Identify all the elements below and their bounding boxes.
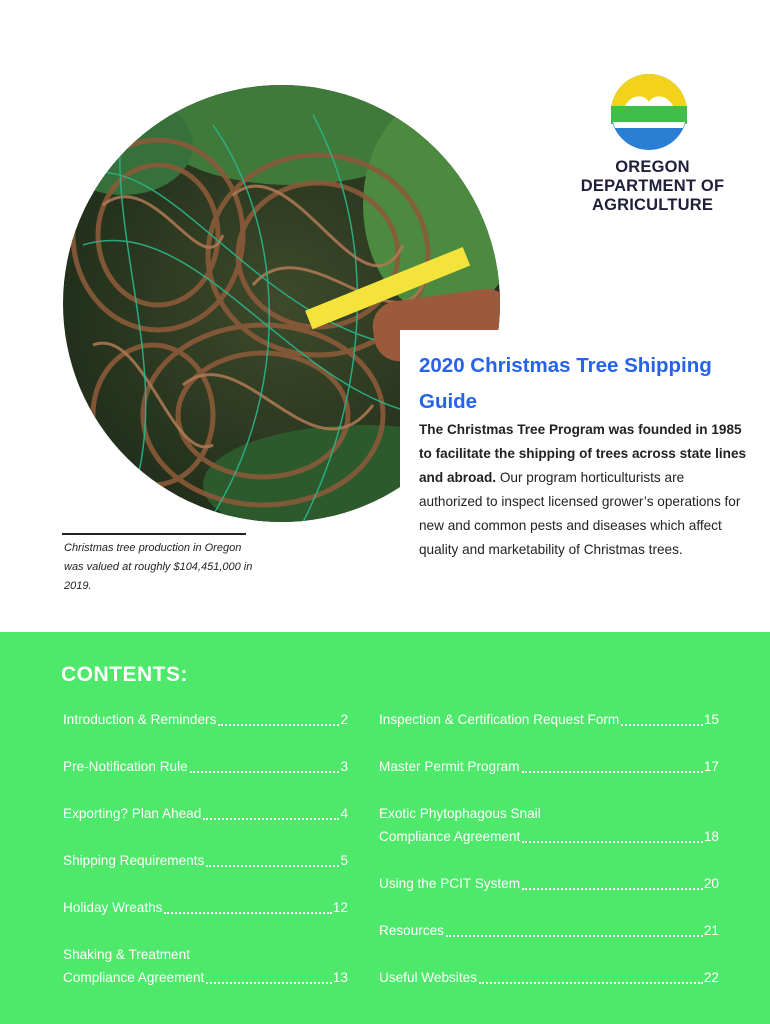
toc-entry-label: Compliance Agreement [63, 970, 205, 985]
toc-entry[interactable] [63, 896, 348, 919]
toc-page-number: 20 [703, 876, 719, 891]
caption-rule [62, 533, 246, 535]
toc-leader-dots [446, 935, 703, 937]
toc-leader-dots [522, 888, 703, 890]
toc-entry[interactable] [63, 802, 348, 825]
toc-leader-dots [621, 724, 703, 726]
toc-entry[interactable] [63, 943, 348, 989]
toc-left-column [63, 708, 348, 1013]
toc-entry-label: Compliance Agreement [379, 829, 521, 844]
toc-page-number: 21 [703, 923, 719, 938]
photo-caption: Christmas tree production in Oregon was valued at roughly $104,451,000 in 2019. [64, 542, 253, 592]
toc-page-number: 5 [340, 853, 348, 868]
toc-entry-label: Resources [379, 923, 444, 938]
logo-line-2: DEPARTMENT OF [580, 177, 725, 195]
toc-leader-dots [206, 865, 339, 867]
toc-entry-link[interactable] [63, 849, 348, 872]
logo-line-1: OREGON [615, 158, 690, 176]
toc-entry-link[interactable] [379, 919, 719, 942]
oda-logo [575, 72, 730, 215]
toc-page-number: 18 [703, 829, 719, 844]
toc-entry-link[interactable] [63, 896, 348, 919]
contents-panel [0, 632, 770, 1024]
toc-entry[interactable] [379, 872, 719, 895]
toc-leader-dots [522, 841, 703, 843]
toc-leader-dots [206, 982, 332, 984]
toc-entry-label-line1: Shaking & Treatment [63, 947, 190, 962]
toc-right-column [379, 708, 719, 1013]
toc-entry[interactable] [63, 755, 348, 778]
toc-page-number: 3 [340, 759, 348, 774]
toc-entry-link[interactable] [379, 708, 719, 731]
intro-normal: Our program horticulturists are authorized to inspect licensed grower’s operations for new and common pests and diseases which affect quality and marketability of Christmas trees. [419, 470, 741, 557]
toc-leader-dots [522, 771, 703, 773]
toc-entry[interactable] [379, 708, 719, 731]
toc-entry-link[interactable] [63, 966, 348, 989]
toc-entry-link[interactable] [63, 708, 348, 731]
toc-entry-link[interactable] [379, 872, 719, 895]
toc-entry[interactable] [63, 708, 348, 731]
oregon-agriculture-logo-icon [609, 72, 689, 152]
toc-entry[interactable] [379, 802, 719, 848]
toc-leader-dots [190, 771, 340, 773]
toc-leader-dots [479, 982, 703, 984]
contents-heading: CONTENTS: [61, 663, 188, 686]
toc-page-number: 13 [332, 970, 348, 985]
intro-paragraph [419, 418, 749, 562]
toc-entry-link[interactable] [379, 825, 719, 848]
toc-entry-label: Introduction & Reminders [63, 712, 217, 727]
toc-entry-link[interactable] [63, 755, 348, 778]
toc-entry-label: Shipping Requirements [63, 853, 205, 868]
toc-page-number: 15 [703, 712, 719, 727]
toc-page-number: 2 [340, 712, 348, 727]
toc-leader-dots [203, 818, 339, 820]
logo-line-3: AGRICULTURE [591, 196, 714, 214]
intro-bold: The Christmas Tree Program was founded in 1985 to facilitate the shipping of trees across state lines and abroad. [419, 422, 747, 485]
toc-page-number: 12 [332, 900, 348, 915]
toc-entry-label: Master Permit Program [379, 759, 520, 774]
toc-page-number: 4 [340, 806, 348, 821]
toc-entry-link[interactable] [379, 755, 719, 778]
toc-entry-link[interactable] [379, 966, 719, 989]
toc-entry-link[interactable] [63, 802, 348, 825]
toc-entry-label: Holiday Wreaths [63, 900, 163, 915]
toc-page-number: 22 [703, 970, 719, 985]
toc-entry-label: Pre-Notification Rule [63, 759, 188, 774]
toc-entry-label-line1: Exotic Phytophagous Snail [379, 806, 541, 821]
toc-entry[interactable] [379, 919, 719, 942]
page-title: 2020 Christmas Tree Shipping Guide [419, 354, 712, 413]
toc-entry-label: Useful Websites [379, 970, 477, 985]
toc-entry-label: Using the PCIT System [379, 876, 521, 891]
toc-leader-dots [164, 912, 331, 914]
toc-entry[interactable] [379, 966, 719, 989]
toc-entry-label: Inspection & Certification Request Form [379, 712, 620, 727]
toc-entry-label: Exporting? Plan Ahead [63, 806, 202, 821]
toc-leader-dots [218, 724, 339, 726]
toc-page-number: 17 [703, 759, 719, 774]
toc-entry[interactable] [63, 849, 348, 872]
toc-entry[interactable] [379, 755, 719, 778]
